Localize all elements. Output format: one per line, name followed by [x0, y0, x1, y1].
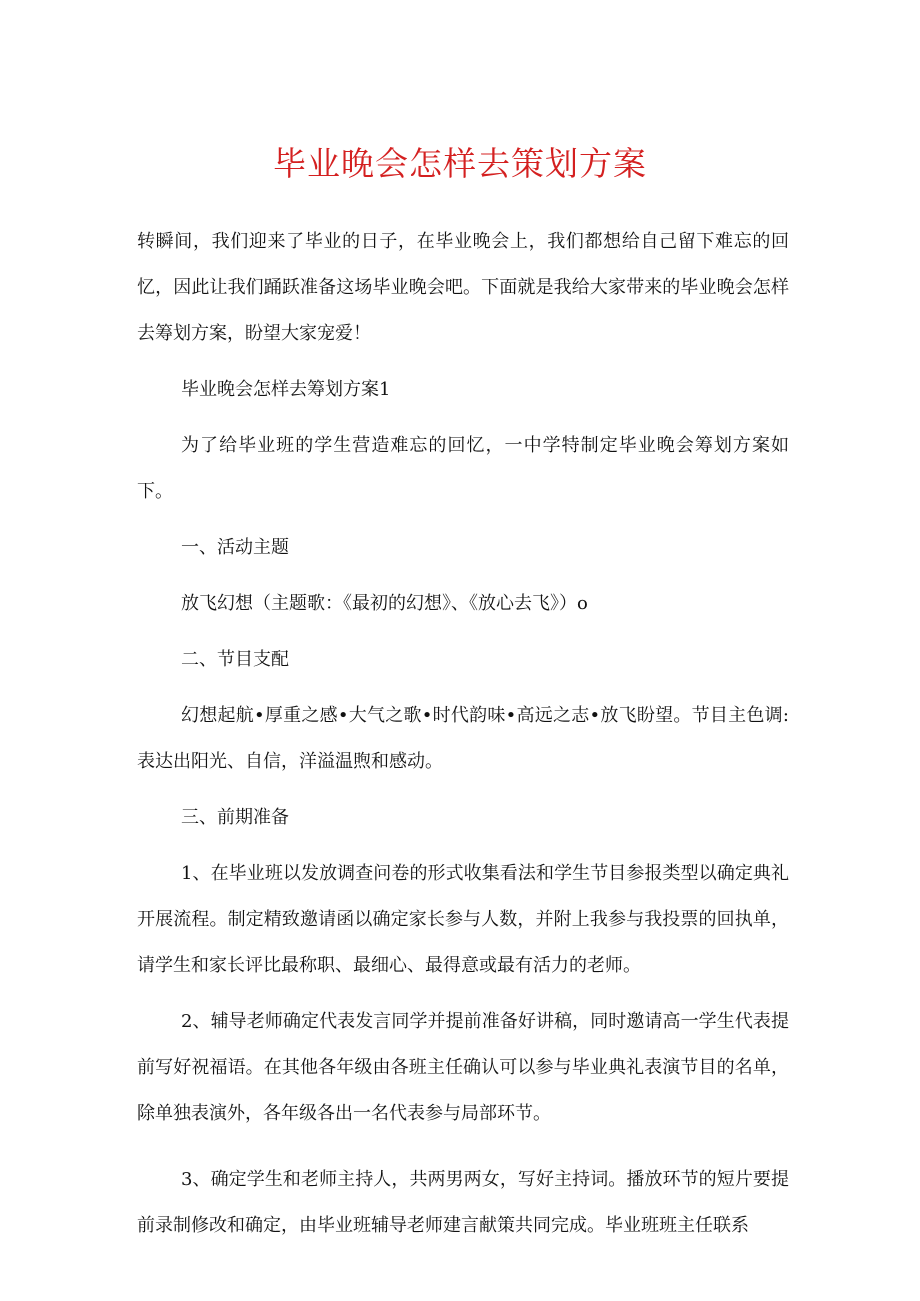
document-body [137, 219, 789, 1249]
body-paragraph: 放飞幻想（主题歌：《最初的幻想》、《放心去飞》）o [181, 593, 588, 614]
section-heading-program: 二、节目支配 [181, 649, 289, 670]
section-heading-theme: 一、活动主题 [181, 537, 289, 558]
body-paragraph: 为了给毕业班的学生营造难忘的回忆，一中学特制定毕业晚会筹划方案如下。 [137, 435, 789, 502]
list-item: 3、确定学生和老师主持人，共两男两女，写好主持词。播放环节的短片要提前录制修改和确定，由毕业班辅导老师建言献策共同完成。毕业班班主任联系 [137, 1169, 789, 1236]
document-title: 毕业晚会怎样去策划方案 [273, 144, 647, 183]
list-item: 2、辅导老师确定代表发言同学并提前准备好讲稿，同时邀请高一学生代表提前写好祝福语。在其他各年级由各班主任确认可以参与毕业典礼表演节目的名单，除单独表演外，各年级各出一名代表参与局部环节。 [137, 1011, 789, 1124]
intro-paragraph: 转瞬间，我们迎来了毕业的日子，在毕业晚会上，我们都想给自己留下难忘的回忆，因此让我们踊跃准备这场毕业晚会吧。下面就是我给大家带来的毕业晚会怎样去筹划方案，盼望大家宠爱！ [137, 231, 789, 344]
plan-heading: 毕业晚会怎样去筹划方案1 [181, 379, 391, 400]
body-paragraph: 幻想起航•厚重之感•大气之歌•时代韵味•高远之志•放飞盼望。节目主色调:表达出阳光、自信，洋溢温煦和感动。 [137, 705, 789, 772]
section-heading-preparation: 三、前期准备 [181, 807, 289, 828]
list-item: 1、在毕业班以发放调查问卷的形式收集看法和学生节目参报类型以确定典礼开展流程。制定精致邀请函以确定家长参与人数，并附上我参与我投票的回执单，请学生和家长评比最称职、最细心、最得意或最有活力的老师。 [137, 863, 789, 976]
